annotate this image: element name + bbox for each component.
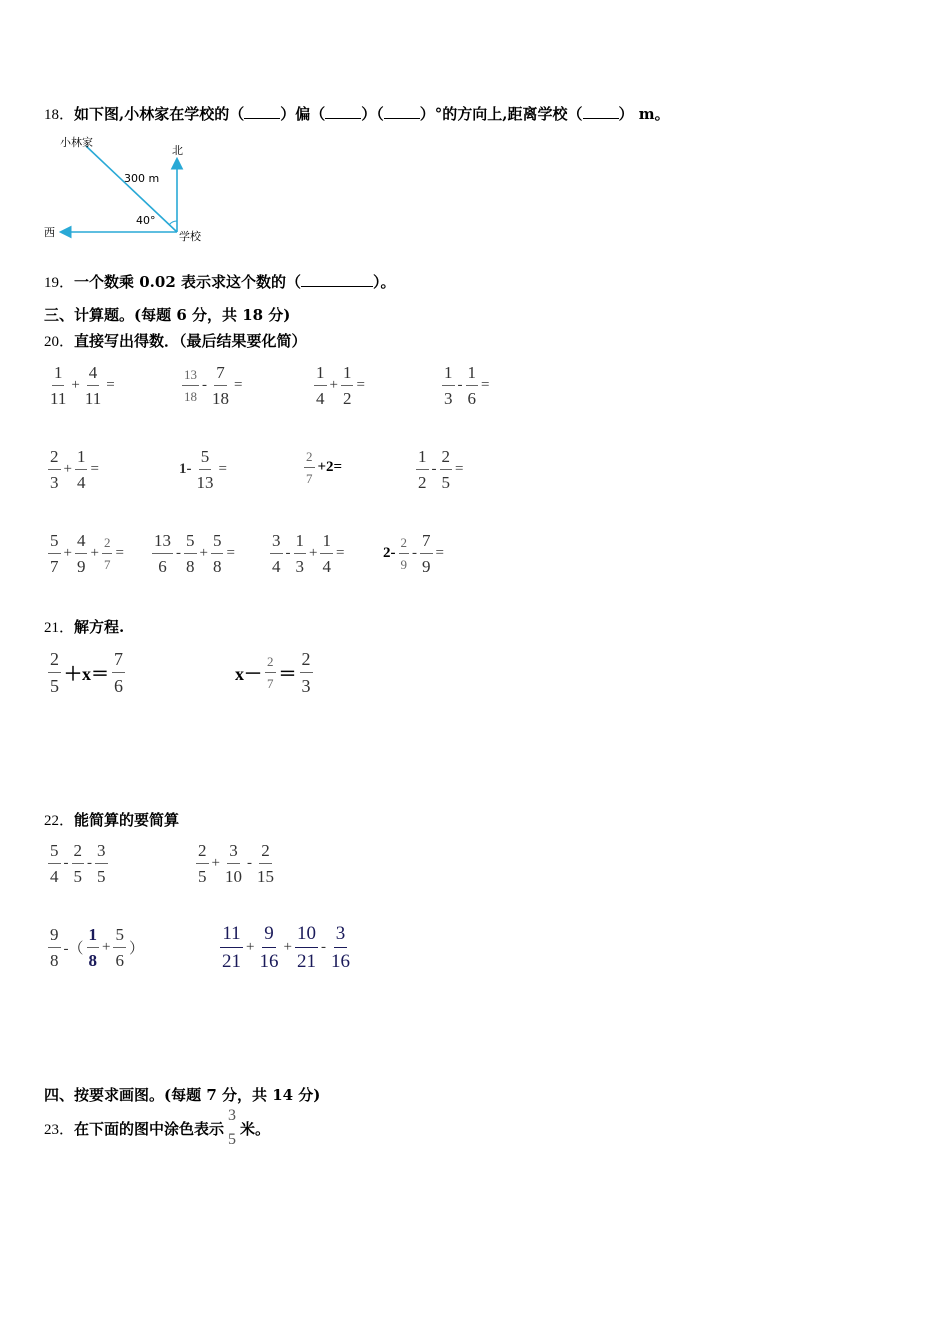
west-label: 西 (44, 226, 55, 239)
denominator: 6 (114, 676, 123, 696)
numerator: 5 (199, 448, 212, 470)
q20-number: 20． (44, 334, 75, 350)
q22-e2 (194, 842, 278, 885)
q18-number: 18． (44, 107, 75, 123)
numerator: 2 (196, 842, 209, 864)
q18-text-1: 如下图,小林家在学校的（ (74, 105, 245, 123)
fraction (223, 842, 244, 885)
denominator: 9 (76, 557, 86, 576)
angle-label: 40° (136, 214, 156, 227)
numerator: 7 (214, 364, 227, 386)
numerator: 3 (270, 532, 283, 554)
numerator: 1 (314, 364, 327, 386)
denominator: 5 (97, 867, 106, 886)
numerator: 5 (48, 532, 61, 554)
q20-r2-e3 (302, 450, 343, 485)
operator: + (90, 545, 99, 561)
q18-text-5: ） m。 (618, 105, 670, 123)
denominator: 16 (259, 951, 279, 972)
numerator: 2 (48, 448, 61, 470)
numerator: 2 (399, 536, 410, 554)
q20-r2-e1 (46, 448, 100, 491)
numerator: 5 (113, 926, 126, 948)
q21-number: 21． (44, 620, 75, 636)
denominator: 7 (306, 471, 313, 486)
fraction (270, 532, 283, 575)
home-label: 小林家 (60, 136, 93, 149)
numerator: 13 (182, 368, 199, 386)
denominator: 5 (73, 867, 82, 886)
operator: = (481, 377, 490, 393)
denominator: 4 (322, 557, 331, 576)
operator: = (435, 545, 444, 561)
operator: - (431, 461, 437, 477)
fraction (220, 924, 243, 971)
direction-diagram (44, 132, 224, 247)
fraction (195, 448, 216, 491)
operator: + (246, 939, 255, 955)
fraction (75, 532, 88, 575)
denominator: 15 (256, 867, 274, 886)
operator: + (102, 939, 111, 955)
q19-text (44, 271, 396, 292)
home-line (86, 146, 177, 232)
q20-r2-e4 (414, 448, 464, 491)
q20-r1-e2 (180, 364, 243, 407)
operator: + (71, 377, 80, 393)
fraction (87, 926, 100, 969)
q20-r3-e3 (268, 532, 345, 575)
numerator: 5 (48, 842, 61, 864)
numerator: 5 (211, 532, 224, 554)
numerator: 3 (334, 924, 348, 948)
denominator: 9 (400, 557, 407, 572)
numerator: 1 (320, 532, 333, 554)
fraction (300, 650, 313, 695)
denominator: 9 (422, 557, 431, 576)
numerator: 4 (87, 364, 100, 386)
fraction (48, 364, 68, 407)
denominator: 4 (76, 473, 86, 492)
denominator: 2 (418, 473, 427, 492)
operator: = (226, 545, 235, 561)
denominator: 18 (184, 389, 197, 404)
fraction (304, 450, 315, 485)
q22-heading (44, 809, 179, 830)
numerator: 3 (95, 842, 108, 864)
denominator: 3 (50, 473, 59, 492)
operator: + (309, 545, 318, 561)
numerator: 5 (184, 532, 197, 554)
q18-text-3: ）（ (361, 105, 384, 123)
denominator: 5 (441, 473, 450, 492)
denominator: 3 (301, 676, 311, 696)
denominator: 3 (444, 389, 453, 408)
q19-number: 19． (44, 275, 75, 291)
numerator: 1 (75, 448, 88, 470)
operator: - (285, 545, 291, 561)
blank-2[interactable] (325, 106, 361, 119)
fraction (72, 842, 85, 885)
numerator: 11 (220, 924, 242, 948)
q18-text-4: ）°的方向上,距离学校（ (419, 105, 583, 123)
numerator: 1 (416, 448, 429, 470)
fraction (196, 842, 209, 885)
operator: - (457, 377, 463, 393)
blank-4[interactable] (583, 106, 619, 119)
operator: + (63, 461, 72, 477)
fraction (255, 842, 276, 885)
q20-heading (44, 330, 307, 351)
fraction (294, 532, 307, 575)
operator: + (283, 939, 292, 955)
fraction (182, 368, 199, 403)
denominator: 16 (330, 951, 350, 972)
numerator: 1 (466, 364, 479, 386)
q22-title: 能简算的要简算 (74, 811, 180, 829)
operator: - (176, 545, 181, 561)
fraction (48, 650, 61, 695)
operator: 1- (179, 461, 192, 477)
q22-e4 (218, 924, 354, 971)
fraction (295, 924, 318, 971)
numerator: 2 (259, 842, 272, 864)
numerator: 9 (48, 926, 61, 948)
denominator: 11 (84, 389, 102, 408)
denominator: 3 (295, 557, 304, 576)
fraction (416, 448, 429, 491)
numerator: 7 (420, 532, 433, 554)
denominator: 6 (467, 389, 476, 408)
blank-3[interactable] (384, 106, 420, 119)
fraction (440, 448, 453, 491)
operator: - (320, 939, 326, 955)
fraction (48, 842, 61, 885)
operator: = (218, 461, 227, 477)
angle-arc (169, 221, 177, 225)
q23-text (44, 1108, 270, 1148)
fraction (112, 650, 125, 695)
fraction (211, 532, 224, 575)
fraction (48, 926, 61, 969)
fraction (48, 532, 61, 575)
operator: - (87, 855, 92, 871)
operator: + (329, 377, 338, 393)
fraction (466, 364, 479, 407)
denominator: 4 (272, 557, 281, 576)
section-4-title: 四、按要求画图。(每题 7 分，共 14 分) (44, 1086, 321, 1104)
q20-r3-e2 (150, 532, 236, 575)
numerator: 1 (341, 364, 354, 386)
operator: ＋x＝ (64, 663, 109, 684)
numerator: 1 (442, 364, 455, 386)
operator: = (335, 545, 345, 561)
fraction (399, 536, 410, 571)
denominator: 7 (267, 676, 274, 691)
fraction (320, 532, 333, 575)
numerator: 1 (294, 532, 307, 554)
denominator: 8 (212, 557, 222, 576)
operator: - (63, 855, 69, 871)
denominator: 18 (212, 389, 229, 408)
q19-text-2: ）。 (373, 273, 396, 291)
numerator: 13 (152, 532, 173, 554)
numerator: 1 (52, 364, 65, 386)
fraction (257, 924, 280, 971)
school-label: 学校 (179, 230, 201, 243)
denominator: 6 (158, 557, 167, 576)
q18-text (44, 103, 670, 124)
q20-r1-e1 (46, 364, 116, 407)
blank-1[interactable] (244, 106, 280, 119)
numerator: 2 (72, 842, 85, 864)
numerator: 3 (227, 842, 240, 864)
fraction (102, 536, 113, 571)
fraction (152, 532, 173, 575)
operator: = (90, 461, 99, 477)
q21-eq2 (234, 650, 315, 695)
q22-number: 22． (44, 813, 75, 829)
q22-e3 (46, 926, 145, 969)
denominator: 8 (186, 557, 195, 576)
q23-text-2: 米。 (240, 1119, 271, 1138)
denominator: 10 (224, 867, 242, 886)
fraction (184, 532, 197, 575)
section-3-title: 三、计算题。(每题 6 分，共 18 分) (44, 306, 291, 324)
operator: = (106, 377, 115, 393)
numerator: 2 (265, 655, 276, 673)
fraction (95, 842, 108, 885)
q20-r1-e4 (440, 364, 490, 407)
operator: 2- (383, 545, 396, 561)
numerator: 2 (102, 536, 113, 554)
fraction (75, 448, 88, 491)
north-label: 北 (172, 144, 183, 157)
numerator: 2 (48, 650, 61, 673)
denominator: 8 (88, 951, 97, 970)
q18-text-2: ）偏（ (280, 105, 326, 123)
q20-r1-e3 (312, 364, 366, 407)
q23-text-1: 在下面的图中涂色表示 (74, 1119, 225, 1138)
denominator: 7 (50, 557, 59, 576)
operator: ＝ (278, 663, 297, 684)
denominator: 6 (115, 951, 124, 970)
operator: +2= (317, 459, 343, 475)
operator: - (202, 377, 207, 393)
fraction (420, 532, 433, 575)
numerator: 2 (300, 650, 313, 673)
q23-number: 23． (44, 1121, 75, 1138)
numerator: 4 (75, 532, 88, 554)
denominator: 8 (50, 951, 59, 970)
numerator: 10 (295, 924, 318, 948)
fraction (113, 926, 126, 969)
denominator: 5 (198, 867, 207, 886)
operator: - (246, 855, 252, 871)
q21-title: 解方程. (74, 618, 125, 636)
fraction (341, 364, 354, 407)
operator: - (412, 545, 417, 561)
denominator: 2 (342, 389, 352, 408)
denominator: 4 (50, 867, 59, 886)
operator: = (455, 461, 464, 477)
operator: = (356, 377, 365, 393)
operator: + (63, 545, 72, 561)
operator: -（ (63, 941, 84, 957)
denominator: 4 (316, 389, 325, 408)
numerator: 9 (262, 924, 276, 948)
fraction (329, 924, 352, 971)
q22-e1 (46, 842, 110, 885)
operator: ） (128, 941, 144, 957)
q20-r3-e4 (382, 532, 445, 575)
fraction (265, 655, 276, 690)
operator: x－ (235, 663, 262, 684)
fraction (83, 364, 103, 407)
denominator: 11 (50, 389, 67, 408)
numerator: 2 (440, 448, 453, 470)
denominator: 5 (50, 676, 59, 696)
fraction (226, 1108, 238, 1148)
numerator: 2 (304, 450, 315, 468)
fraction (210, 364, 231, 407)
denominator: 5 (228, 1131, 237, 1148)
denominator: 21 (222, 951, 241, 972)
fraction (314, 364, 327, 407)
numerator: 3 (228, 1107, 237, 1124)
denominator: 7 (103, 557, 111, 572)
denominator: 13 (196, 473, 214, 492)
q21-heading (44, 616, 124, 637)
operator: + (199, 545, 208, 561)
denominator: 21 (296, 951, 316, 972)
distance-label: 300 m (124, 172, 160, 185)
q19-text-1: 一个数乘 0.02 表示求这个数的（ (74, 273, 301, 291)
q20-title: 直接写出得数．（最后结果要化简） (74, 332, 307, 350)
numerator: 7 (112, 650, 125, 673)
q21-eq1 (46, 650, 127, 695)
operator: + (211, 855, 220, 871)
q20-r2-e2 (178, 448, 228, 491)
q20-r3-e1 (46, 532, 125, 575)
operator: = (115, 545, 124, 561)
operator: = (234, 377, 243, 393)
blank-5[interactable] (301, 274, 373, 287)
fraction (48, 448, 61, 491)
numerator: 1 (87, 926, 100, 948)
fraction (442, 364, 455, 407)
